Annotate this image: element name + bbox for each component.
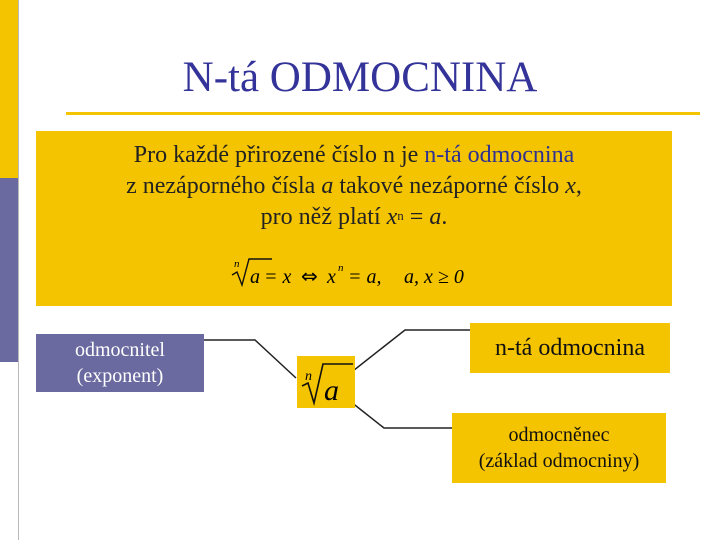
formula-index: n bbox=[234, 258, 240, 270]
formula-x: x bbox=[327, 266, 336, 288]
definition-line-3: pro něž platí $x^n = a$. bbox=[260, 204, 448, 230]
definition-line-2: z nezáporného čísla a takové nezáporné číslo x, bbox=[126, 173, 582, 199]
root-symbol-index: n bbox=[305, 369, 312, 384]
definition-line-1: Pro každé přirozené číslo n je n-tá odmocnina bbox=[133, 142, 575, 168]
formula-equivalence: ⇔ bbox=[301, 264, 318, 288]
formula-eq2: = a, bbox=[348, 266, 382, 288]
definition-term: n-tá odmocnina bbox=[424, 142, 575, 168]
formula-condition: a, x ≥ 0 bbox=[404, 266, 464, 288]
formula-exponent: n bbox=[338, 262, 344, 274]
connector-base bbox=[346, 398, 452, 428]
connector-root bbox=[344, 330, 470, 378]
exponent-label: odmocnitel (exponent) bbox=[36, 334, 204, 392]
root-symbol-radicand: a bbox=[324, 374, 339, 407]
formula-eq1: = x bbox=[264, 266, 292, 288]
root-label: n-tá odmocnina bbox=[470, 323, 670, 373]
root-symbol bbox=[297, 356, 355, 408]
slide-title: N-tá ODMOCNINA bbox=[182, 54, 538, 101]
formula-radicand: a bbox=[250, 266, 260, 288]
connector-exponent bbox=[204, 340, 296, 378]
base-label: odmocněnec (základ odmocniny) bbox=[452, 413, 666, 483]
